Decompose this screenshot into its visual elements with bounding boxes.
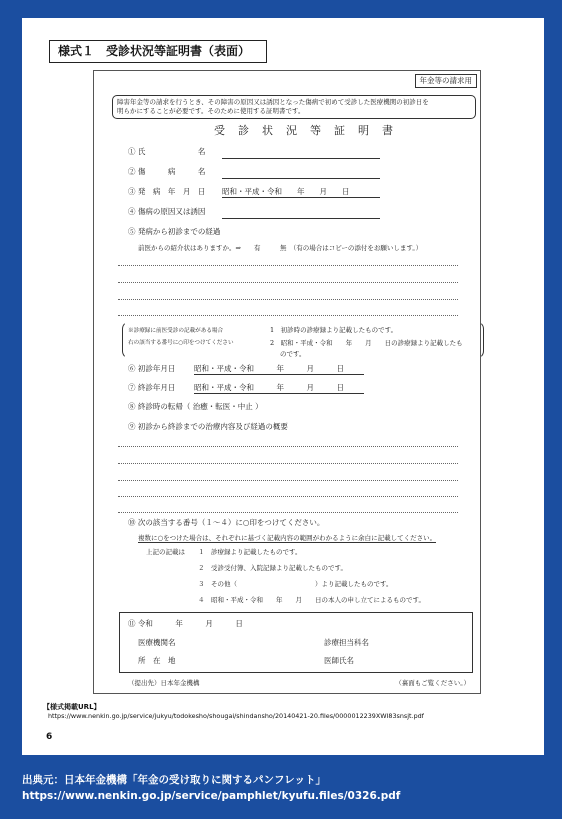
record-basis-option-2: ２ 受診受付簿、入院記録より記載したものです。 [198,564,347,572]
notice-line-2: 明らかにすることが必要です。そのために使用する証明書です。 [117,107,305,115]
form-tag: 様式１ 受診状況等証明書（表面） [49,40,267,63]
see-reverse-note: （裏面もご覧ください。） [395,679,470,687]
record-basis-label: ⑩ 次の該当する番号（１～４）に○印をつけてください。 [128,518,325,527]
prior-record-option-1: 1 初診時の診療録より記載したものです。 [270,326,398,334]
field-disease-label: ② 傷 病 名 [128,167,206,176]
last-visit-label: ⑦ 終診年月日 [128,383,176,392]
record-basis-option-3: ３ その他（ ）より記載したものです。 [198,580,393,588]
last-visit-value: 昭和・平成・令和 年 月 日 [194,382,364,394]
prior-record-note-1: ※診療録に前医受診の記載がある場合 [128,328,224,334]
treatment-line [118,446,458,447]
form-url[interactable]: https://www.nenkin.go.jp/service/jukyu/todokesho/shougai/shindansho/20140421-20.files/0000012239XWI83snsjt.pdf [48,712,424,720]
treatment-line [118,480,458,481]
treatment-line [118,496,458,497]
certificate-form [93,70,481,694]
field-referral-question: 前医からの紹介状はありますか。⇒ 有 無 （有の場合はコピーの添付をお願いします。） [138,244,423,252]
record-basis-lead: 上記の記載は [146,548,185,556]
treatment-summary-label: ⑨ 初診から終診までの治療内容及び経過の概要 [128,422,288,431]
page-number: 6 [46,732,53,742]
first-visit-value: 昭和・平成・令和 年 月 日 [194,363,364,375]
pamphlet-page [22,18,544,755]
field-cause-line [222,218,380,219]
progress-line [118,315,458,316]
progress-line [118,299,458,300]
first-visit-label: ⑥ 初診年月日 [128,364,176,373]
treatment-line [118,512,458,513]
department-label: 診療担当科名 [324,638,369,647]
notice-line-1: 障害年金等の請求を行うとき、その障害の原因又は誘因となった傷病で初めて受診した医療機関の初診日を [117,98,429,106]
record-basis-option-1: １ 診療録より記載したものです。 [198,548,302,556]
prior-record-note-2: 右の該当する番号に○印をつけてください [128,340,234,346]
field-onset-label: ③ 発 病 年 月 日 [128,187,206,196]
issue-date: ⑪ 令和 年 月 日 [128,619,243,628]
record-basis-option-4: ４ 昭和・平成・令和 年 月 日の本人の申し立てによるものです。 [198,596,425,604]
outcome-label: ⑧ 終診時の転帰（ 治癒・転医・中止 ） [128,402,263,411]
corner-label: 年金等の請求用 [415,74,478,88]
prior-record-option-2: 2 昭和・平成・令和 年 月 日の診療録より記載したも [270,339,463,347]
form-title: 受 診 状 況 等 証 明 書 [214,124,394,137]
field-progress-label: ⑤ 発病から初診までの経過 [128,227,221,236]
address-label: 所 在 地 [138,656,176,665]
field-onset-value: 昭和・平成・令和 年 月 日 [222,186,380,198]
treatment-line [118,463,458,464]
progress-line [118,265,458,266]
url-label: 【様式掲載URL】 [43,703,101,711]
record-basis-note: 複数に○をつけた場合は、それぞれに基づく記載内容の範囲がわかるように余白に記載してください。 [138,534,437,542]
submission-destination: （提出先）日本年金機構 [128,679,200,687]
field-cause-label: ④ 傷病の原因又は誘因 [128,207,206,216]
field-name-line [222,158,380,159]
source-url[interactable]: https://www.nenkin.go.jp/service/pamphlet/kyufu.files/0326.pdf [22,790,401,802]
field-name-label: ① 氏 名 [128,147,206,156]
doctor-name-label: 医師氏名 [324,656,354,665]
source-title: 出典元：日本年金機構「年金の受け取りに関するパンフレット」 [22,774,326,786]
prior-record-option-2-cont: のです。 [280,350,306,358]
notice-box [112,95,476,119]
progress-line [118,282,458,283]
field-disease-line [222,178,380,179]
institution-label: 医療機関名 [138,638,176,647]
